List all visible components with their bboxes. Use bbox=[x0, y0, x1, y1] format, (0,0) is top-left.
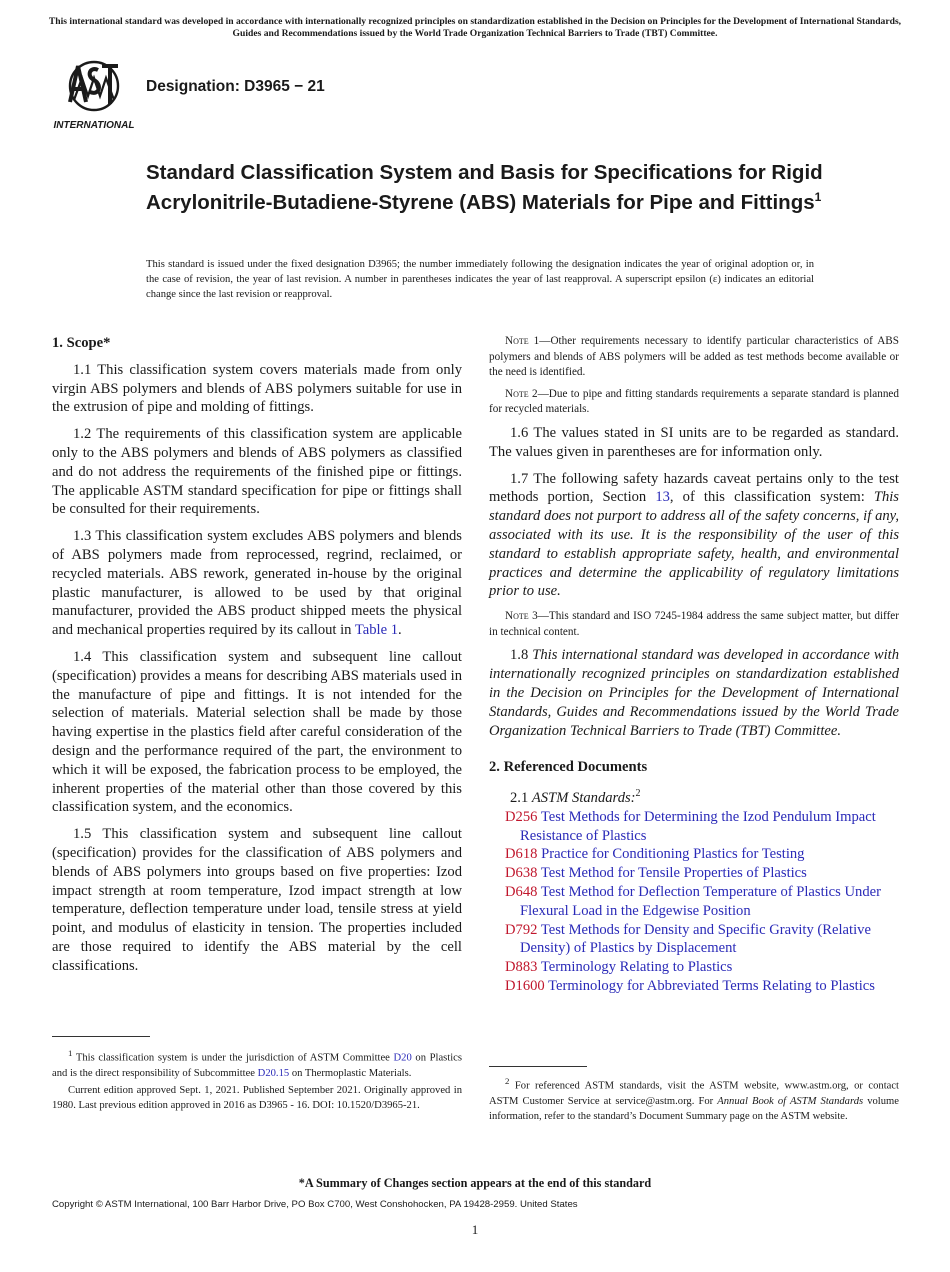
issue-note: This standard is issued under the fixed designation D3965; the number immediately following the designation indicates the year of original adoption or, in the case of revision, the year of last revision. A number in parentheses indicates the year of last reapproval. A superscript epsilon (ε) indicates an editorial change since the last revision or reapproval. bbox=[146, 259, 814, 300]
paragraph-2-1 bbox=[489, 785, 899, 808]
table-1-link[interactable]: Table 1 bbox=[354, 622, 399, 639]
reference-title-link[interactable]: Test Method for Tensile Properties of Plastics bbox=[540, 865, 807, 882]
footnote-1-part-b: on Plastics and is the direct responsibility of Subcommittee bbox=[52, 1052, 463, 1079]
paragraph-1-3-end: . bbox=[398, 622, 402, 639]
paragraph-1-2: 1.2 The requirements of this classification system are applicable only to the ABS polymers and blends of ABS polymers as classified and do not address the requirements of the finished pipe or fittings. The applicable ASTM standard specification for pipe or fittings shall be consulted for their requirements. bbox=[52, 426, 462, 518]
footnote-1-text bbox=[52, 1046, 462, 1081]
paragraph-1-3-text: 1.3 This classification system excludes ABS polymers and blends of ABS polymers made from reprocessed, regrind, reclaimed, or recycled materials. ABS rework, generated in-house by the original plastic manufacturer, is allowed to be used by that original manufacturer, provided the ABS product shipped meets the physical and mechanical properties required by its callout in bbox=[52, 528, 462, 639]
footnote-divider-right bbox=[489, 1066, 587, 1067]
astm-standards-label: ASTM Standards: bbox=[531, 789, 636, 806]
footnote-1-part-a: This classification system is under the jurisdiction of ASTM Committee bbox=[72, 1052, 394, 1064]
reference-title-link[interactable]: Test Methods for Determining the Izod Pendulum Impact Resistance of Plastics bbox=[520, 808, 876, 844]
footnote-1 bbox=[52, 1046, 462, 1115]
reference-item[interactable] bbox=[489, 864, 899, 883]
title-text: Standard Classification System and Basis for Specifications for Rigid Acrylonitrile-Butadiene-Styrene (ABS) Materials for Pipe and Fittings bbox=[146, 161, 823, 214]
section-13-link[interactable]: 13 bbox=[655, 489, 670, 506]
footnote-1-mark: 1 bbox=[68, 1048, 73, 1058]
reference-title-link[interactable]: Test Method for Deflection Temperature of Plastics Under Flexural Load in the Edgewise Position bbox=[520, 883, 881, 919]
reference-list bbox=[489, 808, 899, 996]
paragraph-1-8 bbox=[489, 646, 899, 740]
reference-code-link[interactable]: D792 bbox=[505, 921, 538, 938]
note-3-label: Note 3 bbox=[505, 610, 538, 623]
note-1-label: Note 1 bbox=[505, 335, 540, 347]
reference-item[interactable] bbox=[489, 921, 899, 959]
footnote-2-italic: Annual Book of ASTM Standards bbox=[717, 1095, 864, 1107]
footnote-2-mark-bottom: 2 bbox=[505, 1076, 510, 1086]
logo-wordmark: INTERNATIONAL bbox=[53, 120, 135, 131]
reference-code-link[interactable]: D883 bbox=[505, 959, 538, 976]
section-heading-scope: 1. Scope* bbox=[52, 335, 111, 351]
page-number: 1 bbox=[471, 1222, 479, 1237]
document-title bbox=[146, 160, 846, 215]
note-1-text: —Other requirements necessary to identify particular characteristics of ABS polymers and blends of ABS polymers will be added as test methods become available or the need is identified. bbox=[489, 335, 899, 379]
astm-logo bbox=[52, 56, 136, 132]
top-notice: This international standard was developed in accordance with internationally recognized principles on standardization established in the Decision on Principles for the Development of International Standards, Guides and Recommendations issued by the World Trade Organization Technical Barriers to Trade (TBT) Committee. bbox=[48, 16, 902, 39]
reference-title-link[interactable]: Practice for Conditioning Plastics for Testing bbox=[541, 846, 805, 863]
reference-code-link[interactable]: D1600 bbox=[505, 977, 545, 994]
reference-title-link[interactable]: Test Methods for Density and Specific Gravity (Relative Density) of Plastics by Displacement bbox=[520, 921, 871, 957]
right-column bbox=[489, 334, 899, 996]
note-1 bbox=[489, 334, 899, 381]
paragraph-1-3 bbox=[52, 527, 462, 640]
note-2-label: Note 2 bbox=[505, 387, 538, 400]
summary-of-changes-note: *A Summary of Changes section appears at the end of this standard bbox=[298, 1176, 652, 1190]
copyright: Copyright © ASTM International, 100 Barr Harbor Drive, PO Box C700, West Conshohocken, PA 19428-2959. United States bbox=[52, 1199, 578, 1210]
reference-item[interactable] bbox=[489, 845, 899, 864]
note-3-text: —This standard and ISO 7245-1984 address the same subject matter, but differ in technical content. bbox=[489, 610, 899, 638]
reference-code-link[interactable]: D638 bbox=[505, 865, 538, 882]
note-3 bbox=[489, 609, 899, 640]
footnote-divider-left bbox=[52, 1036, 150, 1037]
title-footnote-mark: 1 bbox=[814, 190, 822, 204]
footnote-1-part-c: on Thermoplastic Materials. bbox=[289, 1067, 412, 1079]
paragraph-1-4: 1.4 This classification system and subsequent line callout (specification) provides a means for describing ABS materials used in the manufacture of pipe and fittings. It is not intended for the selection of materials. Material selection shall be made by those having expertise in the plastics field after careful consideration of the design and the performance required of the part, the environment to which it will be exposed, the fabrication process to be employed, the inherent properties of the material other than those covered by this classification system, and the economics. bbox=[52, 648, 462, 816]
footnote-2-text bbox=[489, 1074, 899, 1124]
reference-item[interactable] bbox=[489, 808, 899, 846]
reference-title-link[interactable]: Terminology Relating to Plastics bbox=[540, 959, 733, 976]
subcommittee-d20-15-link[interactable]: D20.15 bbox=[257, 1067, 290, 1079]
paragraph-1-7-mid: , of this classification system: bbox=[669, 489, 874, 506]
safety-caveat: This standard does not purport to address all of the safety concerns, if any, associated with its use. It is the responsibility of the user of this standard to establish appropriate safety, health, and environmental practices and determine the applicability of regulatory limitations prior to use. bbox=[489, 489, 899, 600]
paragraph-1-7-text: 1.7 The following safety hazards caveat pertains only to the test methods portion, Section bbox=[489, 470, 899, 506]
footnote-2 bbox=[489, 1074, 899, 1126]
committee-d20-link[interactable]: D20 bbox=[393, 1052, 412, 1064]
paragraph-2-1-num: 2.1 bbox=[510, 789, 532, 806]
footnote-2-mark: 2 bbox=[635, 788, 641, 800]
reference-item[interactable] bbox=[489, 977, 899, 996]
paragraph-1-6: 1.6 The values stated in SI units are to be regarded as standard. The values given in parentheses are for information only. bbox=[489, 424, 899, 460]
paragraph-1-8-text: This international standard was developed in accordance with internationally recognized principles on standardization established in the Decision on Principles for the Development of International Standards, Guides and Recommendations issued by the World Trade Organization Technical Barriers to Trade (TBT) Committee. bbox=[489, 647, 900, 739]
reference-item[interactable] bbox=[489, 883, 899, 921]
designation: Designation: D3965 − 21 bbox=[146, 78, 325, 95]
note-2 bbox=[489, 387, 899, 418]
note-2-text: —Due to pipe and fitting standards requirements a separate standard is planned for recycled materials. bbox=[489, 387, 899, 416]
paragraph-1-8-num: 1.8 bbox=[510, 647, 533, 664]
section-heading-referenced: 2. Referenced Documents bbox=[489, 759, 648, 776]
paragraph-1-7 bbox=[489, 470, 899, 602]
left-column bbox=[52, 334, 462, 984]
footnote-2-part-a: For referenced ASTM standards, visit the ASTM website, www.astm.org, or contact ASTM Customer Service at service@astm.org. For bbox=[489, 1080, 899, 1107]
reference-title-link[interactable]: Terminology for Abbreviated Terms Relating to Plastics bbox=[548, 977, 875, 994]
reference-code-link[interactable]: D618 bbox=[505, 846, 538, 863]
paragraph-1-5: 1.5 This classification system and subsequent line callout (specification) provides for the classification of ABS polymers and blends of ABS polymers into groups based on five properties: Izod impact strength at room temperature, Izod impact strength at low temperature, deflection temperature under load, tensile stress at yield point, and modulus of elasticity in tension. The properties included are those required to identify the ABS material by the cell classifications. bbox=[52, 826, 462, 974]
footnote-2-part-b: volume information, refer to the standard’s Document Summary page on the ASTM website. bbox=[489, 1095, 899, 1122]
reference-item[interactable] bbox=[489, 958, 899, 977]
edition-note: Current edition approved Sept. 1, 2021. Published September 2021. Originally approved in 1980. Last previous edition approved in 2016 as D3965 - 16. DOI: 10.1520/D3965-21. bbox=[52, 1084, 462, 1111]
reference-code-link[interactable]: D648 bbox=[505, 883, 538, 900]
reference-code-link[interactable]: D256 bbox=[505, 808, 538, 825]
paragraph-1-1: 1.1 This classification system covers materials made from only virgin ABS polymers and blends of ABS polymers suitable for use in the extrusion of pipe and molding of fittings. bbox=[52, 361, 462, 416]
